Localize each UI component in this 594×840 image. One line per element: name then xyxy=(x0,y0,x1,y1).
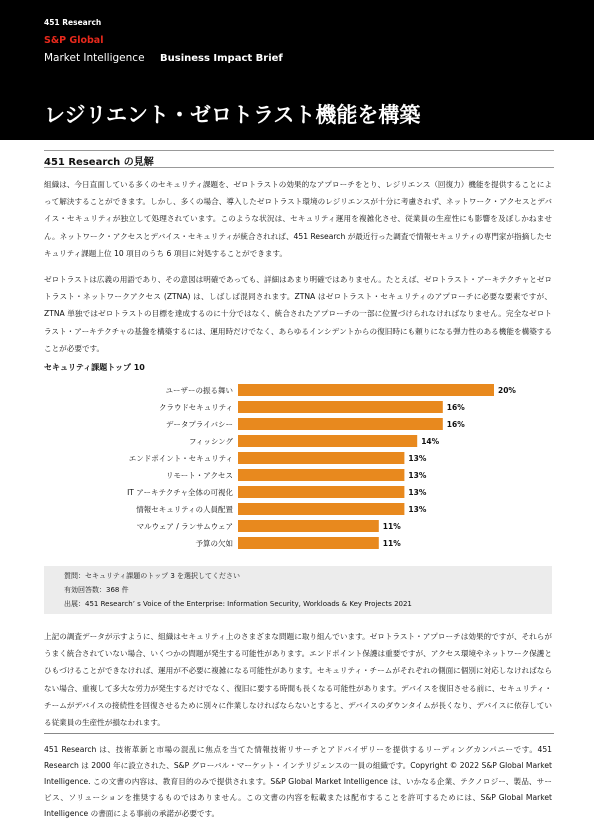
value-label: 16% xyxy=(446,420,465,429)
value-label: 13% xyxy=(408,471,427,480)
security-challenges-bar-chart xyxy=(0,380,594,560)
category-label: リモート・アクセス xyxy=(166,471,233,480)
value-label: 11% xyxy=(382,522,401,531)
header-banner xyxy=(0,0,594,140)
footer-disclaimer: 451 Research は、技術革新と市場の混乱に焦点を当てた情報技術リサーチとアドバイザリーを提供するリーディングカンパニーです。451 Research は 2000 年に設立された、S&P グローバル・マーケット・インテリジェンスの一員の組織です。Copyright © 2022 S&P Global Market Intelligence. この文書の内容は、教育目的のみで提供されます。S&P Global Market Intelligence は、いかなる企業、テクノロジー、製品、サービス、ソリューションを推奨するものではありません。この文書の内容を転載または配布することを許可するためには、S&P Global Market Intelligence の書面による事前の承諾が必要です。 xyxy=(44,745,552,818)
value-label: 13% xyxy=(408,454,427,463)
category-label: クラウドセキュリティ xyxy=(158,403,233,412)
org-name: 451 Research xyxy=(44,18,102,27)
document-type: Business Impact Brief xyxy=(160,53,283,64)
value-label: 11% xyxy=(382,539,401,548)
category-label: データプライバシー xyxy=(165,420,233,429)
value-label: 13% xyxy=(408,488,427,497)
category-label: エンドポイント・セキュリティ xyxy=(128,454,233,463)
chart-title: セキュリティ課題トップ 10 xyxy=(44,363,145,372)
bar xyxy=(238,452,404,464)
survey-note-box xyxy=(44,566,552,614)
category-label: IT アーキテクチャ全体の可視化 xyxy=(127,488,233,497)
survey-question: 質問：セキュリティ課題のトップ 3 を選択してください xyxy=(64,572,240,580)
brand-logo-line1: S&P Global xyxy=(44,35,104,46)
analysis-paragraph: 上記の調査データが示すように、組織はセキュリティ上のさまざまな問題に取り組んでいます。ゼロトラスト・アプローチは効果的ですが、それらがうまく統合されていない場合、いくつかの問題が発生する可能性があります。エンドポイント保護は重要ですが、アクセス環境やネットワーク保護とひもづけることができなければ、運用が不必要に複雑になる可能性があります。セキュリティ・チームがそれぞれの側面に個別に対応しなければならない場合、重複して多大な労力が発生するだけでなく、復旧に要する時間も長くなる可能性があります。デバイスを復旧させる前に、セキュリティ・チームがデバイスの接続性を回復させるために別々に作業しなければならないとすると、デバイスのダウンタイムが長くなり、デバイスに依存している従業員の生産性が損なわれます。 xyxy=(44,632,552,728)
intro-paragraph-2: ゼロトラストは広義の用語であり、その意図は明確であっても、詳細はあまり明確ではありません。たとえば、ゼロトラスト・アーキテクチャとゼロトラスト・ネットワークアクセス (ZTNA) は、しばしば混同されます。ZTNA はゼロトラスト・セキュリティのアプローチに必要な要素ですが、ZTNA 単独ではゼロトラストの目標を達成するのに十分ではなく、統合されたアプローチの一部に位置づけられなければなりません。完全なゼロトラスト・アーキテクチャの基盤を構築するには、運用時だけでなく、あらゆるインシデントからの復旧時にも頼りになる弾力性のある機能を構築することが必要です。 xyxy=(44,275,552,353)
bar xyxy=(238,537,379,549)
bar xyxy=(238,520,379,532)
bar xyxy=(238,435,417,447)
bar xyxy=(238,384,494,396)
category-label: 予算の欠如 xyxy=(195,539,233,548)
value-label: 16% xyxy=(446,403,465,412)
bar xyxy=(238,469,404,481)
survey-source: 出展：451 Research’ s Voice of the Enterprise: Information Security, Workloads & Key Projects 2021 xyxy=(64,600,412,608)
section-heading: 451 Research の見解 xyxy=(44,157,154,168)
bar xyxy=(238,503,404,515)
intro-paragraph-1: 組織は、今日直面している多くのセキュリティ課題を、ゼロトラストの効果的なアプローチをとり、レジリエンス（回復力）機能を提供することによって解決することができます。しかし、多くの場合、導入したゼロトラスト環境のレジリエンスが十分に考慮されず、ネットワーク・アクセスとデバイス・セキュリティが独立して処理されています。このような状況は、セキュリティ運用を複雑化させ、従業員の生産性にも影響を及ぼしかねません。ネットワーク・アクセスとデバイス・セキュリティが統合されれば、451 Research が最近行った調査で情報セキュリティの専門家が指摘したセキュリティ課題上位 10 項目のうち 6 項目に対処することができます。 xyxy=(44,180,552,258)
category-label: フィッシング xyxy=(188,437,233,446)
page-title: レジリエント・ゼロトラスト機能を構築 xyxy=(44,103,421,127)
bar xyxy=(238,418,443,430)
category-label: ユーザーの振る舞い xyxy=(165,386,233,395)
bar xyxy=(238,401,443,413)
survey-sample-size: 有効回答数：368 件 xyxy=(64,586,129,594)
footer-divider xyxy=(44,733,554,734)
value-label: 20% xyxy=(498,386,516,395)
brand-logo-line2: Market Intelligence xyxy=(44,52,145,64)
value-label: 14% xyxy=(421,437,440,446)
section-header xyxy=(44,150,554,168)
category-label: 情報セキュリティの人員配置 xyxy=(136,505,233,514)
value-label: 13% xyxy=(408,505,427,514)
category-label: マルウェア / ランサムウェア xyxy=(136,522,233,531)
bar xyxy=(238,486,404,498)
